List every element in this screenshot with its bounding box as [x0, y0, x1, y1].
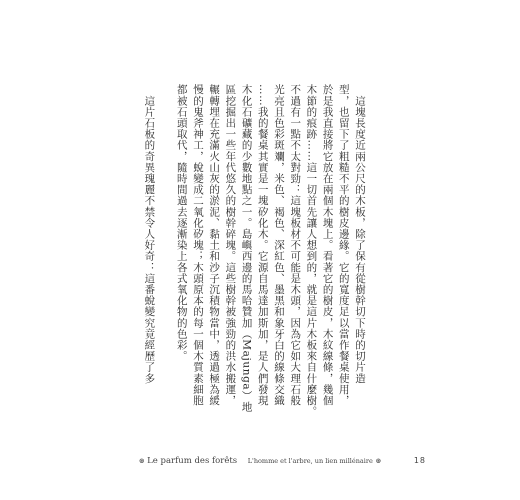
- ornament-right-icon: ⊛: [375, 457, 382, 465]
- text-line: 於是我直接將它放在兩個木塊上。看著它的樹皮，木紋線條，幾個: [321, 84, 334, 406]
- text-line: 這塊長度近兩公尺的木板，除了保有從樹幹切下時的切片造: [354, 95, 366, 384]
- page-footer: [0, 456, 520, 470]
- text-line: 區挖掘出一些年代悠久的樹幹碎塊。這些樹幹被強勁的洪水搬運，: [224, 84, 237, 406]
- ornament-left-icon: ⊛: [138, 457, 145, 465]
- text-line: 不過有一點不太對勁：這塊板材不可能是木頭，因為它如大理石般: [289, 84, 302, 406]
- page-number: 18: [413, 456, 426, 465]
- paragraph: [174, 84, 368, 417]
- text-line: 都被石頭取代，隨時間過去逐漸染上各式氧化物的色彩。: [175, 84, 188, 362]
- text-line: 光亮且色彩斑斕，米色、褐色、深紅色、墨黑和象牙白的線條交織: [272, 84, 285, 406]
- text-line: 木化石礦藏的少數地點之一。島嶼西邊的馬哈贊加（Majunga）地: [240, 84, 253, 413]
- body-text: [141, 84, 368, 417]
- text-line: 這片石板的奇異瑰麗不禁令人好奇：這番蛻變究竟經歷了多: [143, 95, 156, 384]
- text-line: 慢的鬼斧神工，蛻變成二氧化矽塊；木頭原本的每一個木質素細胞: [191, 84, 204, 406]
- book-title: Le parfum des forêts: [147, 456, 238, 466]
- running-footer: [0, 456, 520, 466]
- text-line: 型，也留下了粗糙不平的樹皮邊緣。它的寬度足以當作餐桌使用，: [337, 84, 350, 406]
- paragraph: [141, 84, 157, 384]
- text-line: 輾轉埋在充滿火山灰的淤泥、黏土和沙子沉積物當中，透過極為緩: [208, 84, 221, 406]
- book-subtitle: L'homme et l'arbre, un lien millénaire: [247, 457, 373, 465]
- text-line: 木節的痕跡……這一切首先讓人想到的，就是這片木板來自什麼樹。: [305, 84, 318, 417]
- text-line: ……我的餐桌其實是一塊矽化木。它源自馬達加斯加，是人們發現: [256, 84, 269, 406]
